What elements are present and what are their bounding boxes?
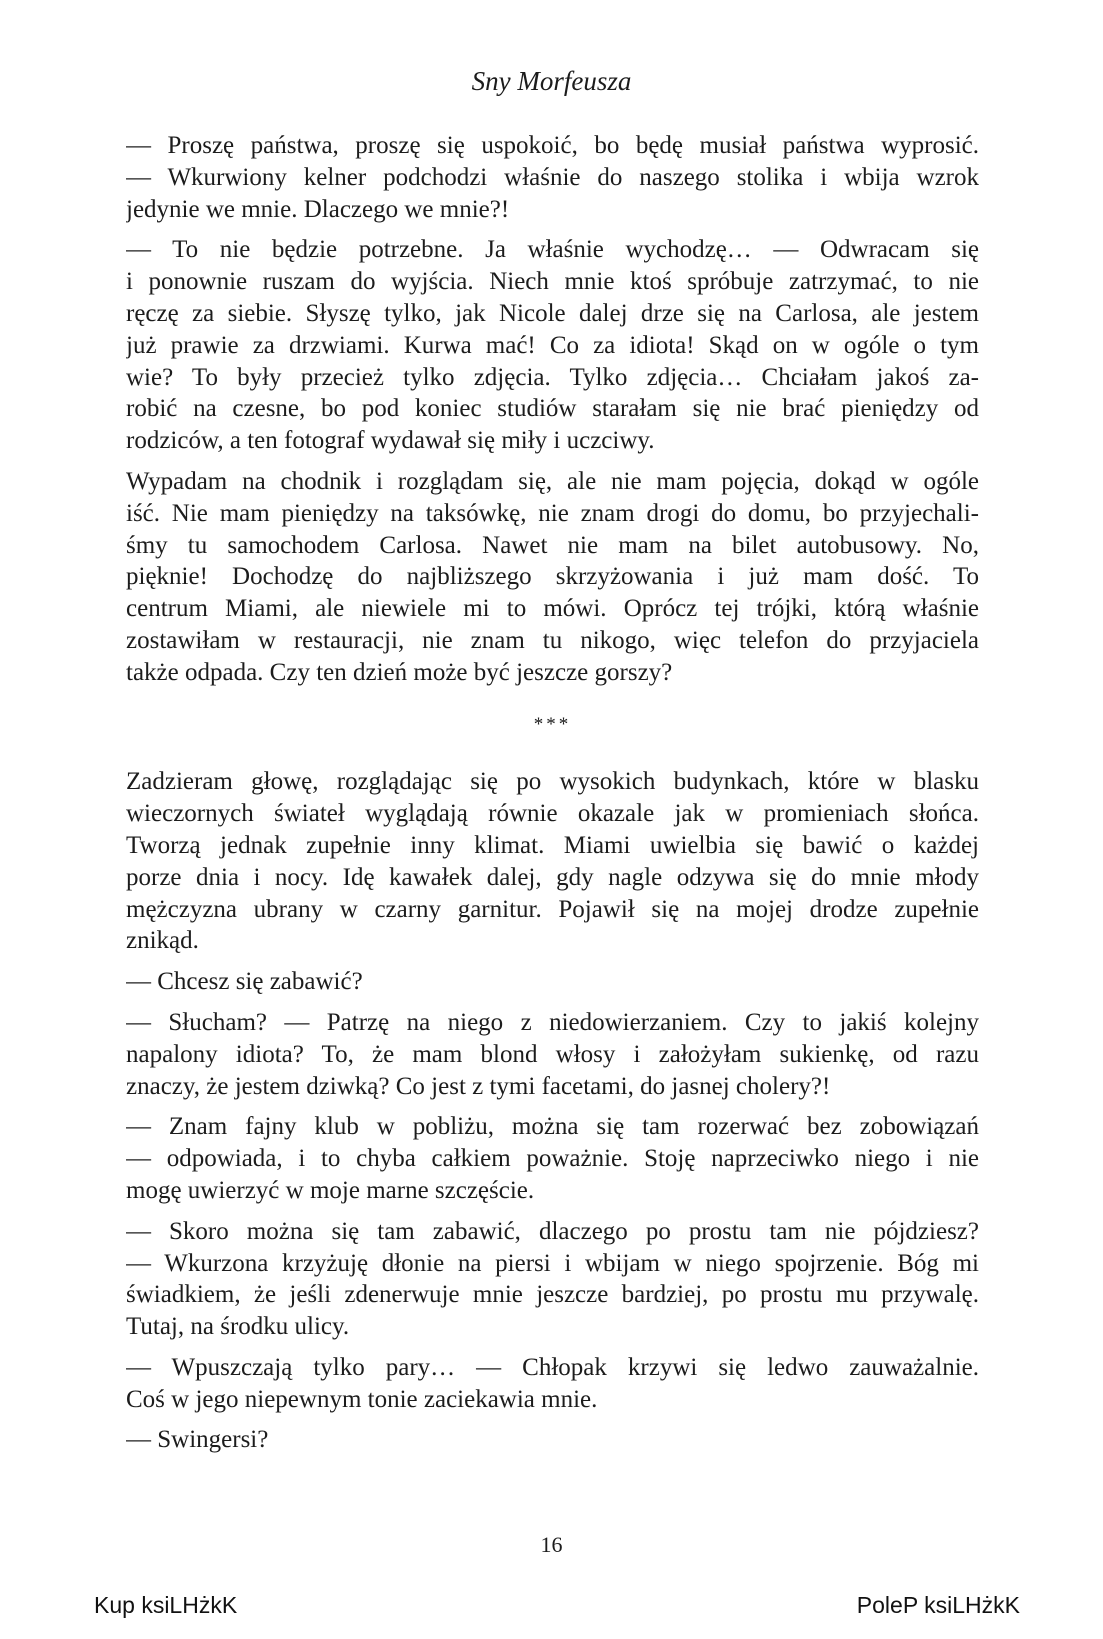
text-line: — Wpuszczają tylko pary… — Chłopak krzywi się ledwo zauważalnie. bbox=[126, 1353, 979, 1381]
text-line: — Wkurzona krzyżuję dłonie na piersi i wbijam w niego spojrzenie. Bóg mi bbox=[126, 1249, 979, 1277]
text-line: — To nie będzie potrzebne. Ja właśnie wychodzę… — Odwracam się bbox=[126, 236, 979, 264]
text-line: już prawie za drzwiami. Kurwa mać! Co za idiota! Skąd on w ogóle o tym bbox=[126, 331, 979, 359]
text-line: pięknie! Dochodzę do najbliższego skrzyżowania i już mam dość. To bbox=[126, 563, 979, 591]
paragraph bbox=[126, 1352, 979, 1416]
text-line: mogę uwierzyć w moje marne szczęście. bbox=[126, 1176, 535, 1204]
recommend-book-link[interactable]: PoleP ksiLHżkK bbox=[856, 1592, 1020, 1618]
paragraph bbox=[126, 966, 979, 998]
text-line: śmy tu samochodem Carlosa. Nawet nie mam na bilet autobusowy. No, bbox=[126, 531, 979, 559]
text-line: mężczyzna ubrany w czarny garnitur. Pojawił się na mojej drodze zupełnie bbox=[126, 895, 979, 923]
text-line: zostawiłam w restauracji, nie znam tu nikogo, więc telefon do przyjaciela bbox=[126, 626, 979, 654]
text-line: — Chcesz się zabawić? bbox=[126, 968, 363, 996]
text-line: znikąd. bbox=[126, 927, 199, 955]
text-line: — Swingersi? bbox=[126, 1426, 269, 1454]
page-number: 16 bbox=[540, 1532, 563, 1557]
text-line: Zadzieram głowę, rozglądając się po wysokich budynkach, które w blasku bbox=[126, 768, 979, 796]
text-line: porze dnia i nocy. Idę kawałek dalej, gdy nagle odzywa się do mnie młody bbox=[126, 863, 979, 891]
paragraph bbox=[126, 234, 979, 457]
text-line: iść. Nie mam pieniędzy na taksówkę, nie znam drogi do domu, bo przyjechali- bbox=[126, 499, 979, 527]
running-head: Sny Morfeusza bbox=[471, 66, 632, 96]
text-line: i ponownie ruszam do wyjścia. Niech mnie ktoś spróbuje zatrzymać, to nie bbox=[126, 268, 979, 296]
text-line: wieczornych świateł wyglądają równie okazale jak w promieniach słońca. bbox=[126, 800, 979, 828]
text-line: centrum Miami, ale niewiele mi to mówi. Oprócz tej trójki, którą właśnie bbox=[126, 595, 979, 623]
text-line: znaczy, że jestem dziwką? Co jest z tymi facetami, do jasnej cholery?! bbox=[126, 1072, 831, 1100]
text-line: napalony idiota? To, że mam blond włosy i założyłam sukienkę, od razu bbox=[126, 1040, 979, 1068]
text-line: — Wkurwiony kelner podchodzi właśnie do naszego stolika i wbija wzrok bbox=[126, 163, 979, 191]
text-line: — odpowiada, i to chyba całkiem poważnie. Stoję naprzeciwko niego i nie bbox=[126, 1145, 979, 1173]
section-after-break bbox=[126, 766, 979, 1456]
section-before-break bbox=[126, 130, 979, 689]
text-line: świadkiem, że jeśli zdenerwuje mnie jeszcze bardziej, po prostu mu przywalę. bbox=[126, 1281, 979, 1309]
paragraph bbox=[126, 766, 979, 957]
text-line: robić na czesne, bo pod koniec studiów starałam się nie brać pieniędzy od bbox=[126, 395, 979, 423]
paragraph bbox=[126, 130, 979, 225]
text-line: Coś w jego niepewnym tonie zaciekawia mnie. bbox=[126, 1385, 598, 1413]
buy-book-link[interactable]: Kup ksiLHżkK bbox=[94, 1592, 238, 1618]
text-line: wie? To były przecież tylko zdjęcia. Tylko zdjęcia… Chciałam jakoś za- bbox=[126, 363, 979, 391]
paragraph bbox=[126, 1007, 979, 1102]
text-line: Tutaj, na środku ulicy. bbox=[126, 1313, 350, 1341]
text-line: — Słucham? — Patrzę na niego z niedowierzaniem. Czy to jakiś kolejny bbox=[126, 1008, 979, 1036]
body-text bbox=[126, 130, 979, 1465]
text-line: — Znam fajny klub w pobliżu, można się tam rozerwać bez zobowiązań bbox=[126, 1113, 979, 1141]
text-line: jedynie we mnie. Dlaczego we mnie?! bbox=[126, 195, 510, 223]
paragraph bbox=[126, 1424, 979, 1456]
text-line: ręczę za siebie. Słyszę tylko, jak Nicole dalej drze się na Carlosa, ale jestem bbox=[126, 299, 979, 327]
text-line: — Proszę państwa, proszę się uspokoić, bo będę musiał państwa wyprosić. bbox=[126, 132, 979, 159]
paragraph bbox=[126, 1111, 979, 1206]
text-line: rodziców, a ten fotograf wydawał się miły i uczciwy. bbox=[126, 427, 655, 455]
paragraph bbox=[126, 1216, 979, 1343]
text-line: Tworzą jednak zupełnie inny klimat. Miami uwielbia się bawić o każdej bbox=[126, 831, 979, 859]
text-line: Wypadam na chodnik i rozglądam się, ale nie mam pojęcia, dokąd w ogóle bbox=[126, 467, 979, 495]
text-line: także odpada. Czy ten dzień może być jeszcze gorszy? bbox=[126, 658, 673, 686]
paragraph bbox=[126, 466, 979, 689]
section-separator: *** bbox=[533, 713, 572, 735]
text-line: — Skoro można się tam zabawić, dlaczego po prostu tam nie pójdziesz? bbox=[126, 1217, 979, 1245]
